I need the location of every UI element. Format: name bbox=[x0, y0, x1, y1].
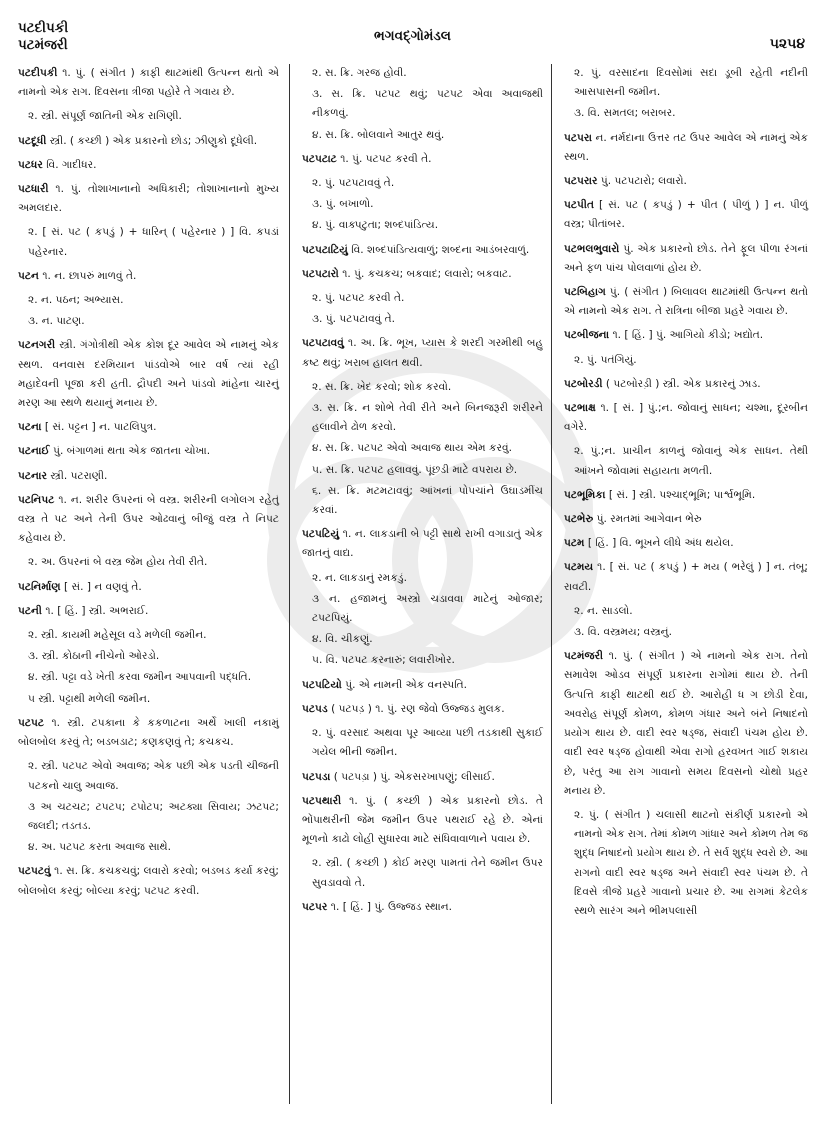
entry-definition: ( પટબોરડ઼ી ) સ્ત્રી. એક પ્રકારનું ઝાડ. bbox=[605, 377, 761, 390]
entry-sense: ૩. પું. પટપટાવવું તે. bbox=[312, 313, 396, 326]
column-left bbox=[18, 64, 290, 1104]
entry-definition: પું. બંગાળમાં થતા એક જાતના ચોખા. bbox=[53, 445, 211, 458]
dictionary-entry bbox=[18, 442, 279, 461]
entry-sense: ૩ અ ચટચટ; ટપટપ; ટપોટપ; અટક્યા સિવાય; ઝટપટ; જલદી; તડતડ. bbox=[28, 800, 279, 832]
entry-definition: પું. પટપટારો; લવારો. bbox=[600, 175, 687, 188]
dictionary-entry bbox=[302, 898, 543, 917]
entry-definition: પું. રમતમાં આગેવાન ભેરુ bbox=[596, 513, 702, 526]
dictionary-entry bbox=[302, 676, 543, 695]
entry-sense: ૨. સ. ક્રિ. ગરજ હોવી. bbox=[312, 67, 407, 79]
entry-sense: ૫. વિ. પટપટ કરનારું; લવારીખોર. bbox=[312, 654, 455, 667]
dictionary-entry bbox=[564, 196, 808, 234]
entry-sense: ૨. સ્ત્રી. ( કચ્છી ) કોઈ મરણ પામતાં તેને જમીન ઉપર સુવડાવવો તે. bbox=[312, 857, 543, 889]
dictionary-entry bbox=[18, 156, 279, 175]
dictionary-entry bbox=[564, 375, 808, 394]
entry-sense: ૪. સ્ત્રી. પટ્ટા વડે ખેતી કરવા જમીન આપવાની પદ્ધતિ. bbox=[28, 671, 252, 684]
entry-sense: ૨. સ. ક્રિ. ખેદ કરવો; શોક કરવો. bbox=[312, 380, 452, 393]
entry-headword: પટપટિયું bbox=[302, 528, 340, 541]
entry-headword: પટધર bbox=[18, 158, 43, 171]
dictionary-entry bbox=[564, 240, 808, 278]
entry-definition: ૧. [ હિં. ] સ્ત્રી. અભરાઈ. bbox=[45, 604, 149, 617]
entry-definition: પું. એ નામની એક વનસ્પતિ. bbox=[345, 678, 468, 691]
entry-definition: સ્ત્રી. ( કચ્છી ) એક પ્રકારનો છોડ; ઝીણુકો દૂધેલી. bbox=[49, 134, 258, 147]
entry-sense: ૩ ન. હજામનું અસ્ત્રો ચડાવવા માટેનું ઓજાર; ટપટપિયું. bbox=[312, 592, 543, 625]
entry-sense: ૬. સ. ક્રિ. મટમટાવવું; આંખનાં પોપચાંને ઉઘાડમીંચ કરવાં. bbox=[312, 484, 543, 517]
entry-headword: પટનિર્માણ bbox=[18, 580, 61, 593]
dictionary-entry bbox=[564, 283, 808, 321]
entry-headword: પટપડ bbox=[302, 702, 328, 715]
dictionary-entry bbox=[302, 334, 543, 372]
entry-definition: સ્ત્રી. પટરાણી. bbox=[50, 469, 108, 482]
entry-definition: પું. એક પ્રકારનો છોડ. તેને ફૂલ પીળા રંગનાં અને ફળ પાંચ પોલવાળાં હોય છે. bbox=[564, 242, 808, 274]
entry-definition: ૧. સ્ત્રી. ટપકાના કે કકળાટના અર્થે ખાલી નકામું બોલબોલ કરવું તે; બડબડાટ; કણકણવું તે; કચકચ. bbox=[18, 716, 279, 749]
entry-definition: ( પટપડ઼ ) ૧. પું. રણ જેવો ઉજ્જડ મુલક. bbox=[331, 702, 505, 715]
entry-headword: પટબિહાગ bbox=[564, 286, 606, 299]
entry-sense: ૨. ન. પઠન; અભ્યાસ. bbox=[28, 294, 124, 307]
entry-headword: પટપટારો bbox=[302, 267, 339, 280]
column-right bbox=[552, 64, 808, 1104]
entry-definition: ૧. [ હિં. ] પું. ઉજ્જડ સ્થાન. bbox=[330, 900, 452, 913]
entry-sense: ૩. વિ. સમતલ; બરાબર. bbox=[574, 107, 676, 120]
column-middle bbox=[290, 64, 552, 1104]
entry-headword: પટન bbox=[18, 269, 39, 282]
entry-definition: ન. નર્મદાના ઉત્તર તટ ઉપર આવેલ એ નામનું એક સ્થળ. bbox=[564, 131, 808, 163]
entry-definition: ૧. [ સં. ] પું.;ન. જોવાનું સાધન; ચશ્મા, દૂરબીન વગેરે. bbox=[564, 402, 808, 434]
entry-sense: ૨. પું. વરસાદના દિવસોમાં સદા ડૂબી રહેતી નદીની આસપાસની જમીન. bbox=[574, 67, 808, 99]
entry-headword: પટપટવું bbox=[18, 865, 51, 878]
entry-definition: પું. ( સંગીત ) બિલાવલ થાટમાંથી ઉત્પન્ન થતો એ નામનો એક રાગ. તે રાત્રિના બીજા પ્રહરે ગવાય છે. bbox=[564, 286, 808, 318]
dictionary-entry bbox=[302, 525, 543, 563]
dictionary-entry bbox=[18, 418, 279, 437]
entry-definition: ૧. ન. છાપરું માળવું તે. bbox=[42, 269, 137, 282]
entry-definition: ૧. પું. ( સંગીત ) એ નામનો એક રાગ. તેનો સમાવેશ ઓડવ સંપૂર્ણ પ્રકારના રાગોમાં થાય છે. તેની ઉત્પત્તિ કાફી થાટથી થઈ છે. આરોહી ધ ગ છોડી દેવા, અવરોહ સંપૂર્ણ કોમળ, કોમળ ગંધાર અને બંને નિષાદનો પ્રયોગ થાય છે. વાદી સ્વર ષડ્જ, સંવાદી પંચમ હોય છે. વાદી સ્વર ષડ્જ હોવાથી એવા રાગો હરવખત ગાઈ શકાય છે, પરંતુ આ રાગ ગાવાનો સમય દિવસનો ચોથો પ્રહર મનાય છે. bbox=[564, 650, 808, 797]
entry-definition: [ સં. ] સ્ત્રી. પશ્ચાદ્ભૂમિ; પાર્શ્વભૂમિ. bbox=[608, 488, 756, 501]
entry-headword: પટભલભુવારો bbox=[564, 242, 620, 255]
dictionary-entry bbox=[564, 486, 808, 505]
entry-sense: ૩. સ. ક્રિ. પટપટ થવું; પટપટ એવા અવાજથી નીકળવું. bbox=[312, 88, 543, 120]
entry-sense: ૨. [ સં. પટ ( કપડું ) + ધારિન્ ( પહેરનાર ) ] વિ. કપડાં પહેરનાર. bbox=[28, 226, 279, 258]
entry-definition: [ સં. પટ્ટન ] ન. પાટલિપુત્ર. bbox=[44, 421, 157, 434]
entry-sense: ૨. પું. વરસાદ અથવા પૂર આવ્યા પછી તડકાથી સુકાઈ ગયેલ ભીની જમીન. bbox=[312, 727, 543, 759]
entry-sense: ૩. પું. બખાળો. bbox=[312, 198, 374, 211]
entry-headword: પટપરા bbox=[564, 131, 592, 144]
entry-definition: ૧. પું. ( કચ્છી ) એક પ્રકારનો છોડ. તે ભોંપાથરીની જેમ જમીન ઉપર પથરાઈ રહે છે. એનાં મૂળનો કાઢો લોહી સુધારવા માટે સંધિવાવાળાને પવાય છે. bbox=[302, 794, 543, 846]
entry-headword: પટપીત bbox=[564, 199, 594, 212]
entry-headword: પટબીજના bbox=[564, 329, 610, 342]
dictionary-entry bbox=[302, 792, 543, 850]
entry-headword: પટપર bbox=[302, 900, 328, 913]
entry-sense: ૨. સ્ત્રી. સંપૂર્ણ જાતિની એક રાગિણી. bbox=[28, 110, 182, 123]
dictionary-entry bbox=[302, 265, 543, 284]
dictionary-entry bbox=[18, 602, 279, 621]
dictionary-entry bbox=[302, 150, 543, 169]
entry-sense: ૨. સ્ત્રી. પટપટ એવો અવાજ; એક પછી એક પડતી ચીજની પટકનો ચાલુ અવાજ. bbox=[28, 760, 279, 792]
entry-sense: ૪. અ. પટપટ કરતા અવાજ સાથે. bbox=[28, 841, 172, 854]
dictionary-entry bbox=[18, 64, 279, 102]
entry-definition: [ હિં. ] વિ. ભૂખને લીધે અંધ થયેલ. bbox=[587, 537, 734, 550]
dictionary-entry bbox=[18, 862, 279, 900]
entry-sense: ૪. પું. વાક્પટુતા; શબ્દપાંડિત્ય. bbox=[312, 219, 439, 232]
entry-definition: ૧. સ. ક્રિ. કચકચવું; લવારો કરવો; બડબડ કર્યા કરવું; બોલબોલ કરવું; બોલ્યા કરવું; પટપટ કરવી. bbox=[18, 865, 279, 897]
entry-sense: ૨. પું.;ન. પ્રાચીન કાળનું જોવાનું એક સાધન. તેથી આંખને જોવામાં સહાયતા મળતી. bbox=[574, 445, 808, 477]
entry-sense: ૨. અ. ઉપરનાં બે વસ્ત્ર જેમ હોય તેવી રીતે. bbox=[28, 556, 208, 569]
dictionary-entry bbox=[18, 467, 279, 486]
dictionary-entry bbox=[564, 399, 808, 437]
entry-headword: પટપટ bbox=[18, 716, 45, 729]
entry-headword: પટપટિયો bbox=[302, 678, 342, 691]
entry-definition: ૧. [ હિં. ] પું. આગિયો કીડો; ખદ્યોત. bbox=[612, 329, 764, 342]
guide-word-first: પટદીપકી bbox=[18, 20, 69, 36]
entry-sense: ૨. સ્ત્રી. કાયમી મહેસૂલ વડે મળેલી જમીન. bbox=[28, 629, 207, 642]
entry-sense: ૨. પું. પટપટાવવું તે. bbox=[312, 177, 395, 190]
entry-headword: પટપટાટિયું bbox=[302, 243, 348, 256]
entry-definition: ( પટપડ઼ા ) પું. એકસરખાપણું; લીસાઈ. bbox=[333, 770, 495, 783]
entry-definition: ૧. ન. લાકડાની બે પટ્ટી સાથે રાખી વગાડાતું એક જાતનું વાદ્ય. bbox=[302, 528, 543, 560]
entry-sense: ૪. સ. ક્રિ. બોલવાને આતુર થવું. bbox=[312, 128, 445, 141]
entry-headword: પટના bbox=[18, 421, 42, 434]
entry-sense: ૪. સ. ક્રિ. પટપટ એવો અવાજ થાય એમ કરવું. bbox=[312, 442, 512, 455]
entry-sense: ૩. સ્ત્રી. કોઠાની નીચેનો ઓરડો. bbox=[28, 650, 160, 663]
entry-headword: પટપટાવવું bbox=[302, 337, 344, 350]
entry-headword: પટભેરુ bbox=[564, 513, 594, 526]
entry-headword: પટદીપકી bbox=[18, 67, 58, 79]
entry-headword: પટમંજરી bbox=[564, 650, 604, 663]
entry-headword: પટદૂધી bbox=[18, 134, 47, 147]
entry-sense: ૨. ન. લાકડાનું રમકડું. bbox=[312, 571, 407, 584]
entry-headword: પટબોરડી bbox=[564, 377, 603, 390]
dictionary-entry bbox=[302, 768, 543, 787]
dictionary-entry bbox=[18, 336, 279, 413]
entry-definition: ૧. અ. ક્રિ. ભૂખ, પ્યાસ કે શરદી ગરમીથી બહુ કષ્ટ થવું; ખરાબ હાલત થવી. bbox=[302, 337, 543, 369]
dictionary-entry bbox=[302, 241, 543, 260]
entry-sense: ૨. પું. પતંગિયું. bbox=[574, 353, 637, 366]
entry-sense: ૨. પું. પટપટ કરવી તે. bbox=[312, 292, 405, 305]
dictionary-entry bbox=[302, 700, 543, 719]
dictionary-entry bbox=[18, 578, 279, 597]
entry-headword: પટની bbox=[18, 604, 42, 617]
entry-definition: ૧. પું. પટપટ કરવી તે. bbox=[340, 152, 432, 165]
book-title: ભગવદ્ગોમંડલ bbox=[374, 28, 451, 44]
entry-headword: પટમય bbox=[564, 561, 594, 574]
entry-definition: વિ. ગાદીધર. bbox=[46, 158, 97, 171]
dictionary-columns bbox=[18, 64, 808, 1104]
entry-definition: [ સં. ] ન વણવું તે. bbox=[64, 580, 142, 593]
entry-headword: પટનિપટ bbox=[18, 493, 55, 506]
entry-definition: વિ. શબ્દપાંડિત્યવાળું; શબ્દના આડંબરવાળું. bbox=[351, 243, 530, 256]
dictionary-entry bbox=[564, 534, 808, 553]
entry-sense: ૩. સ. ક્રિ. ન શોભે તેવી રીતે અને બિનજરૂરી શરીરને હલાવીને ઢોળ કરવો. bbox=[312, 402, 543, 434]
dictionary-entry bbox=[18, 132, 279, 151]
entry-headword: પટપથારી bbox=[302, 794, 342, 807]
entry-headword: પટનાર bbox=[18, 469, 48, 482]
page-number: ૫૨૫૪ bbox=[769, 36, 805, 52]
entry-headword: પટભાક્ષ bbox=[564, 402, 596, 415]
dictionary-entry bbox=[564, 129, 808, 167]
entry-sense: ૪. વિ. ચીકણું. bbox=[312, 633, 373, 646]
entry-headword: પટપડા bbox=[302, 770, 331, 783]
entry-sense: ૩. ન. પાટણ. bbox=[28, 315, 85, 328]
entry-definition: ૧. પું. તોશાખાનાનો અધિકારી; તોશાખાનાનો મુખ્ય અમલદાર. bbox=[18, 183, 279, 215]
entry-sense: ૫ સ્ત્રી. પટ્ટાથી મળેલી જમીન. bbox=[28, 692, 151, 705]
entry-headword: પટપરાર bbox=[564, 175, 598, 188]
entry-headword: પટનાઈ bbox=[18, 445, 50, 458]
dictionary-entry bbox=[564, 510, 808, 529]
entry-headword: પટભૂમિકા bbox=[564, 488, 606, 501]
dictionary-entry bbox=[564, 558, 808, 596]
page-header bbox=[0, 0, 825, 62]
entry-definition: [ સં. પટ ( કપડું ) + પીત ( પીળું ) ] ન. પીળું વસ્ત્ર; પીતાંબર. bbox=[564, 199, 808, 231]
dictionary-entry bbox=[564, 172, 808, 191]
entry-headword: પટપટાટ bbox=[302, 152, 337, 165]
dictionary-entry bbox=[18, 180, 279, 218]
entry-definition: ૧. પું. ( સંગીત ) કાફી થાટમાંથી ઉત્પન્ન થતો એ નામનો એક રાગ. દિવસના ત્રીજા પહોરે તે ગવાય છે. bbox=[18, 67, 279, 99]
entry-sense: ૨. ન. સાડલો. bbox=[574, 604, 633, 617]
entry-headword: પટમ bbox=[564, 537, 585, 550]
entry-sense: ૩. વિ. વસ્ત્રમય; વસ્ત્રનું. bbox=[574, 626, 672, 639]
dictionary-entry bbox=[18, 714, 279, 752]
guide-word-last: પટમંજરી bbox=[18, 37, 68, 53]
entry-definition: ૧. પું. કચકચ; બકવાદ; લવારો; બકવાટ. bbox=[342, 267, 512, 280]
dictionary-entry bbox=[564, 326, 808, 345]
dictionary-entry bbox=[564, 647, 808, 801]
dictionary-entry bbox=[18, 491, 279, 549]
entry-headword: પટધારી bbox=[18, 183, 49, 196]
entry-sense: ૫. સ. ક્રિ. પટપટ હલાવવું. પૂંછડી માટે વપરાય છે. bbox=[312, 463, 518, 476]
dictionary-entry bbox=[18, 267, 279, 286]
entry-definition: ૧. [ સં. પટ ( કપડું ) + મય ( ભરેલું ) ] ન. તંબૂ; રાવટી. bbox=[564, 561, 808, 593]
entry-sense: ૨. પું. ( સંગીત ) ચલાસી થાટનો સંકીર્ણ પ્રકારનો એ નામનો એક રાગ. તેમાં કોમળ ગાંધાર અને કોમળ તેમ જ શુદ્ધ નિષાદનો પ્રયોગ થાય છે. તે સર્વ શુદ્ધ સ્વરો છે. આ રાગનો વાદી સ્વર ષડ્જ અને સંવાદી સ્વર પંચમ છે. તે દિવસે ત્રીજે પ્રહરે ગાવાનો પ્રચાર છે. આ રાગમાં કેટલેક સ્થળે સારંગ અને ભીમપલાસી bbox=[574, 808, 808, 917]
entry-headword: પટનગરી bbox=[18, 339, 56, 352]
entry-definition: સ્ત્રી. ગંગોત્રીથી એક કોશ દૂર આવેલ એ નામનું એક સ્થળ. વનવાસ દરમિયાન પાંડવોએ બાર વર્ષ ત્યાં રહી મહાદેવની પૂજા કરી હતી. દ્રૌપદી અને પાંડવો માંહેના ચારનું મરણ આ સ્થળે થયાનું મનાય છે. bbox=[18, 339, 279, 410]
entry-definition: ૧. ન. શરીર ઉપરનાં બે વસ્ત્ર. શરીરની લગોલગ રહેતું વસ્ત્ર તે પટ અને તેની ઉપર ઓઢવાનું બીજું વસ્ત્ર તે નિપટ કહેવાય છે. bbox=[18, 493, 279, 545]
